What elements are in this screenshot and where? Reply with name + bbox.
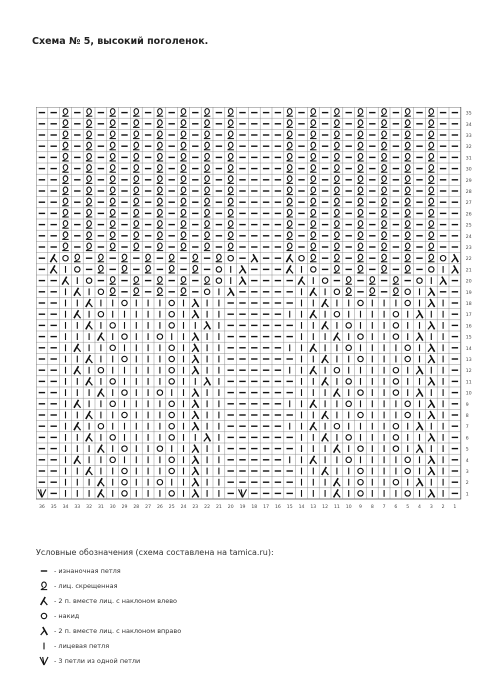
k2tog-right-icon xyxy=(36,625,52,637)
column-label: 30 xyxy=(109,504,116,510)
legend-item-label: - накид xyxy=(54,611,80,620)
column-label: 12 xyxy=(322,504,329,510)
row-label: 14 xyxy=(465,346,472,352)
k2tog-left-icon xyxy=(36,595,52,607)
legend-item xyxy=(36,638,274,653)
column-label: 25 xyxy=(168,504,175,510)
legend-item-label: - лицевая петля xyxy=(54,641,110,650)
column-label: 19 xyxy=(239,504,246,510)
column-label: 6 xyxy=(394,504,398,510)
column-label: 28 xyxy=(133,504,140,510)
column-label: 36 xyxy=(38,504,45,510)
row-label: 3 xyxy=(465,469,469,475)
column-label: 31 xyxy=(97,504,104,510)
row-label: 25 xyxy=(465,223,472,229)
legend-item-label: - 2 п. вместе лиц. с наклоном влево xyxy=(54,596,178,605)
column-label: 34 xyxy=(62,504,69,510)
legend-item xyxy=(36,578,274,593)
row-label: 5 xyxy=(465,447,469,453)
column-label: 29 xyxy=(121,504,128,510)
row-label: 19 xyxy=(465,290,472,296)
row-label: 29 xyxy=(465,178,472,184)
legend-item xyxy=(36,593,274,608)
column-label: 3 xyxy=(429,504,433,510)
legend-item-label: - 2 п. вместе лиц. с наклоном вправо xyxy=(54,626,182,635)
row-label: 21 xyxy=(465,268,472,274)
row-label: 17 xyxy=(465,313,472,319)
column-label: 32 xyxy=(86,504,93,510)
column-label: 18 xyxy=(251,504,258,510)
column-label: 14 xyxy=(298,504,305,510)
column-label: 4 xyxy=(418,504,421,510)
row-label: 28 xyxy=(465,190,472,196)
three-from-one-icon xyxy=(36,655,52,667)
row-label: 31 xyxy=(465,156,472,162)
row-label: 9 xyxy=(465,402,469,408)
row-label: 4 xyxy=(465,458,469,464)
row-label: 26 xyxy=(465,212,472,218)
row-label: 15 xyxy=(465,335,472,341)
row-label: 24 xyxy=(465,234,472,240)
column-label: 16 xyxy=(274,504,281,510)
legend-list xyxy=(36,563,274,668)
chart-grid xyxy=(36,107,481,513)
row-label: 33 xyxy=(465,134,472,140)
row-label: 2 xyxy=(465,481,469,487)
column-label: 9 xyxy=(359,504,362,510)
column-label: 8 xyxy=(370,504,374,510)
column-label: 24 xyxy=(180,504,187,510)
row-label: 22 xyxy=(465,257,472,263)
row-label: 34 xyxy=(465,122,472,128)
column-label: 21 xyxy=(215,504,222,510)
row-label: 20 xyxy=(465,279,472,285)
row-label: 30 xyxy=(465,167,472,173)
twisted-knit-icon xyxy=(36,580,52,592)
column-label: 1 xyxy=(453,504,457,510)
column-label: 35 xyxy=(50,504,57,510)
column-label: 2 xyxy=(441,504,445,510)
knit-stitch-icon xyxy=(36,640,52,652)
row-label: 11 xyxy=(465,380,472,386)
row-label: 1 xyxy=(465,492,469,498)
column-label: 13 xyxy=(310,504,317,510)
legend-item-label: - лиц. скрещенная xyxy=(54,581,118,590)
column-label: 17 xyxy=(263,504,270,510)
column-label: 7 xyxy=(382,504,386,510)
row-label: 6 xyxy=(465,436,469,442)
row-label: 13 xyxy=(465,357,472,363)
knitting-chart xyxy=(36,107,481,513)
legend-item xyxy=(36,608,274,623)
column-label: 15 xyxy=(286,504,293,510)
row-label: 12 xyxy=(465,369,472,375)
yarn-over-icon xyxy=(36,610,52,622)
row-label: 10 xyxy=(465,391,472,397)
legend-item-label: - изнаночная петля xyxy=(54,566,121,575)
row-label: 8 xyxy=(465,413,469,419)
column-label: 23 xyxy=(192,504,199,510)
column-label: 27 xyxy=(145,504,152,510)
legend-title: Условные обозначения (схема составлена на tamica.ru): xyxy=(36,548,274,557)
legend-item xyxy=(36,563,274,578)
purl-stitch-icon xyxy=(36,565,52,577)
column-label: 10 xyxy=(345,504,352,510)
row-label: 27 xyxy=(465,201,472,207)
row-label: 32 xyxy=(465,145,472,151)
row-label: 7 xyxy=(465,425,469,431)
page-title: Схема № 5, высокий поголенок. xyxy=(32,36,209,47)
column-label: 26 xyxy=(156,504,163,510)
row-label: 23 xyxy=(465,246,472,252)
legend-item-label: - 3 петли из одной петли xyxy=(54,656,141,665)
column-label: 20 xyxy=(227,504,234,510)
column-label: 11 xyxy=(333,504,340,510)
legend-item xyxy=(36,653,274,668)
legend xyxy=(36,548,274,668)
column-label: 5 xyxy=(406,504,410,510)
column-label: 22 xyxy=(204,504,211,510)
legend-item xyxy=(36,623,274,638)
row-label: 18 xyxy=(465,302,472,308)
row-label: 16 xyxy=(465,324,472,330)
row-label: 35 xyxy=(465,111,472,117)
column-label: 33 xyxy=(74,504,81,510)
